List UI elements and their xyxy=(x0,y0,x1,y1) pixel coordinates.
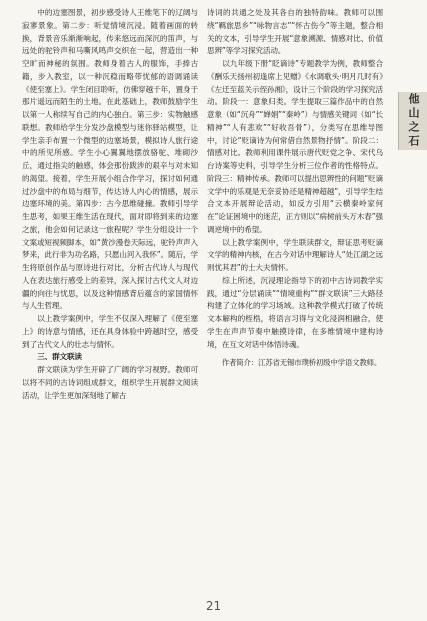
paragraph: 诗词的共通之处及其各自的独特韵味。教师可以围绕“羁旅思乡”“咏物言志”“怀古伤今”等主题，整合相关的文本，引导学生开展“意象溯源、情感对比、价值思辨”等学习探究活动。 xyxy=(207,8,383,56)
paragraph: 以九年级下册“眨谪诗”专题教学为例，教师整合《酬乐天扬州初逢席上见赠》《水调歌头·明月几时有》《左迁至蓝关示侄孙湘》，设计三个阶段的学习探究活动。阶段一：意象归类。学生提取三篇作品中的自然意象（如“沉舟”“婵娟”“秦岭”）与情感关键词（如“长精神”“人有悲欢”“好收吾骨”），分类写在思维导图中，讨论“贬谪诗为何常借自然景物抒情”。阶段二：情感对比。教师利用课件展示唐代贬党之争、宋代乌台诗案等史料，引导学生分析三位作者的性格特点。阶段三：精神传承。教师可以提出思辨性的问题“贬谪文学中的乐观是无奈妥协还是精神超越”，引导学生结合文本开展辩论活动，如反方引用“云横秦岭家何在”论证困境中的迷茫，正方则以“病树前头万木春”强调逆境中的希望。 xyxy=(207,59,383,234)
section-heading: 三、群文联读 xyxy=(37,352,82,362)
section-tab-label: 他山之石 xyxy=(407,93,420,149)
left-column xyxy=(22,7,198,402)
author-bio: 作者简介：江苏省无锡市璞桥初级中学语文教师。 xyxy=(221,358,382,368)
paragraph: 综上所述，沉浸理论指导下的初中古诗词教学实践，通过“分层诵读”“情境重构”“群文联读”三大路径构建了立体化的学习场域。这种教学模式打破了传统文本解构的桎梏，将语言习得与文化浸润相融合，使学生在声声节奏中触摸诗律，在多维情境中建构诗境，在互文对话中体悟诗魂。 xyxy=(207,275,383,349)
paragraph: 群文联读为学生开辟了广阔的学习视野。教师可以将不同的古诗词组成群文，组织学生开展群文阅读活动，让学生更加深刻地了解古 xyxy=(22,365,198,400)
right-column xyxy=(207,7,383,370)
paragraph: 以上教学案例中，学生不仅深入理解了《使至塞上》的诗意与情感，还在具身体验中跨越时空，感受到了古代文人的壮志与情怀。 xyxy=(22,314,198,349)
section-tab xyxy=(398,92,427,150)
paragraph: 中的边塞图景，初步感受诗人王维笔下的辽阔与寂寥景象。第二步：听觉情境沉浸。随着画面的转换，背景音乐渐渐响起，传来悠远而深沉的笛声，与远处的驼铃声和马嘶风鸣声交织在一起，营造出一种空旷而神秘的氛围。教师身着古人的服饰，手捧古籍，步入教室，以一种沉稳而略带忧郁的语调诵读《使至塞上》。学生闭目聆听，仿佛穿越千年，置身于那片遥远而陌生的土地。在此基础上，教师鼓励学生以第一人称续写自己的内心独白。第三步：实物触感联想。教师给学生分发沙盘模型与迷你驿站模型，让学生亲手布置一个微型的边塞场景，模拟诗人旅行途中的所见所感。学生小心翼翼地摆放骆驼、堆砌沙丘，通过指尖的触感，体会那份跋涉的艰辛与对未知的渴望。接着，学生开展小组合作学习，探讨如何通过沙盘中的布局与细节，传达诗人内心的情感，展示边塞环境的美。第四步：古今思维碰撞。教师引导学生思考，如果王维生活在现代，面对即将到来的边塞之旅，他会如何记录这一旅程呢？学生分组设计一个文案或短视频脚本，如“黄沙漫卷天际远，驼铃声声入梦来，此行非为功名路，只愿山河入我怀”。随后，学生将原创作品与原诗进行对比，分析古代诗人与现代人在表达旅行感受上的差异，深入探讨古代文人对边疆的向往与忧思，以及这种情感背后蕴含的家国情怀与人生哲理。 xyxy=(22,8,198,311)
page-number: 21 xyxy=(205,599,222,613)
paragraph: 以上教学案例中，学生联读群文，辩证思考贬谪文学的精神内核，在古今对话中理解诗人“处江湖之远则忧其君”的士大夫情怀。 xyxy=(207,237,383,272)
